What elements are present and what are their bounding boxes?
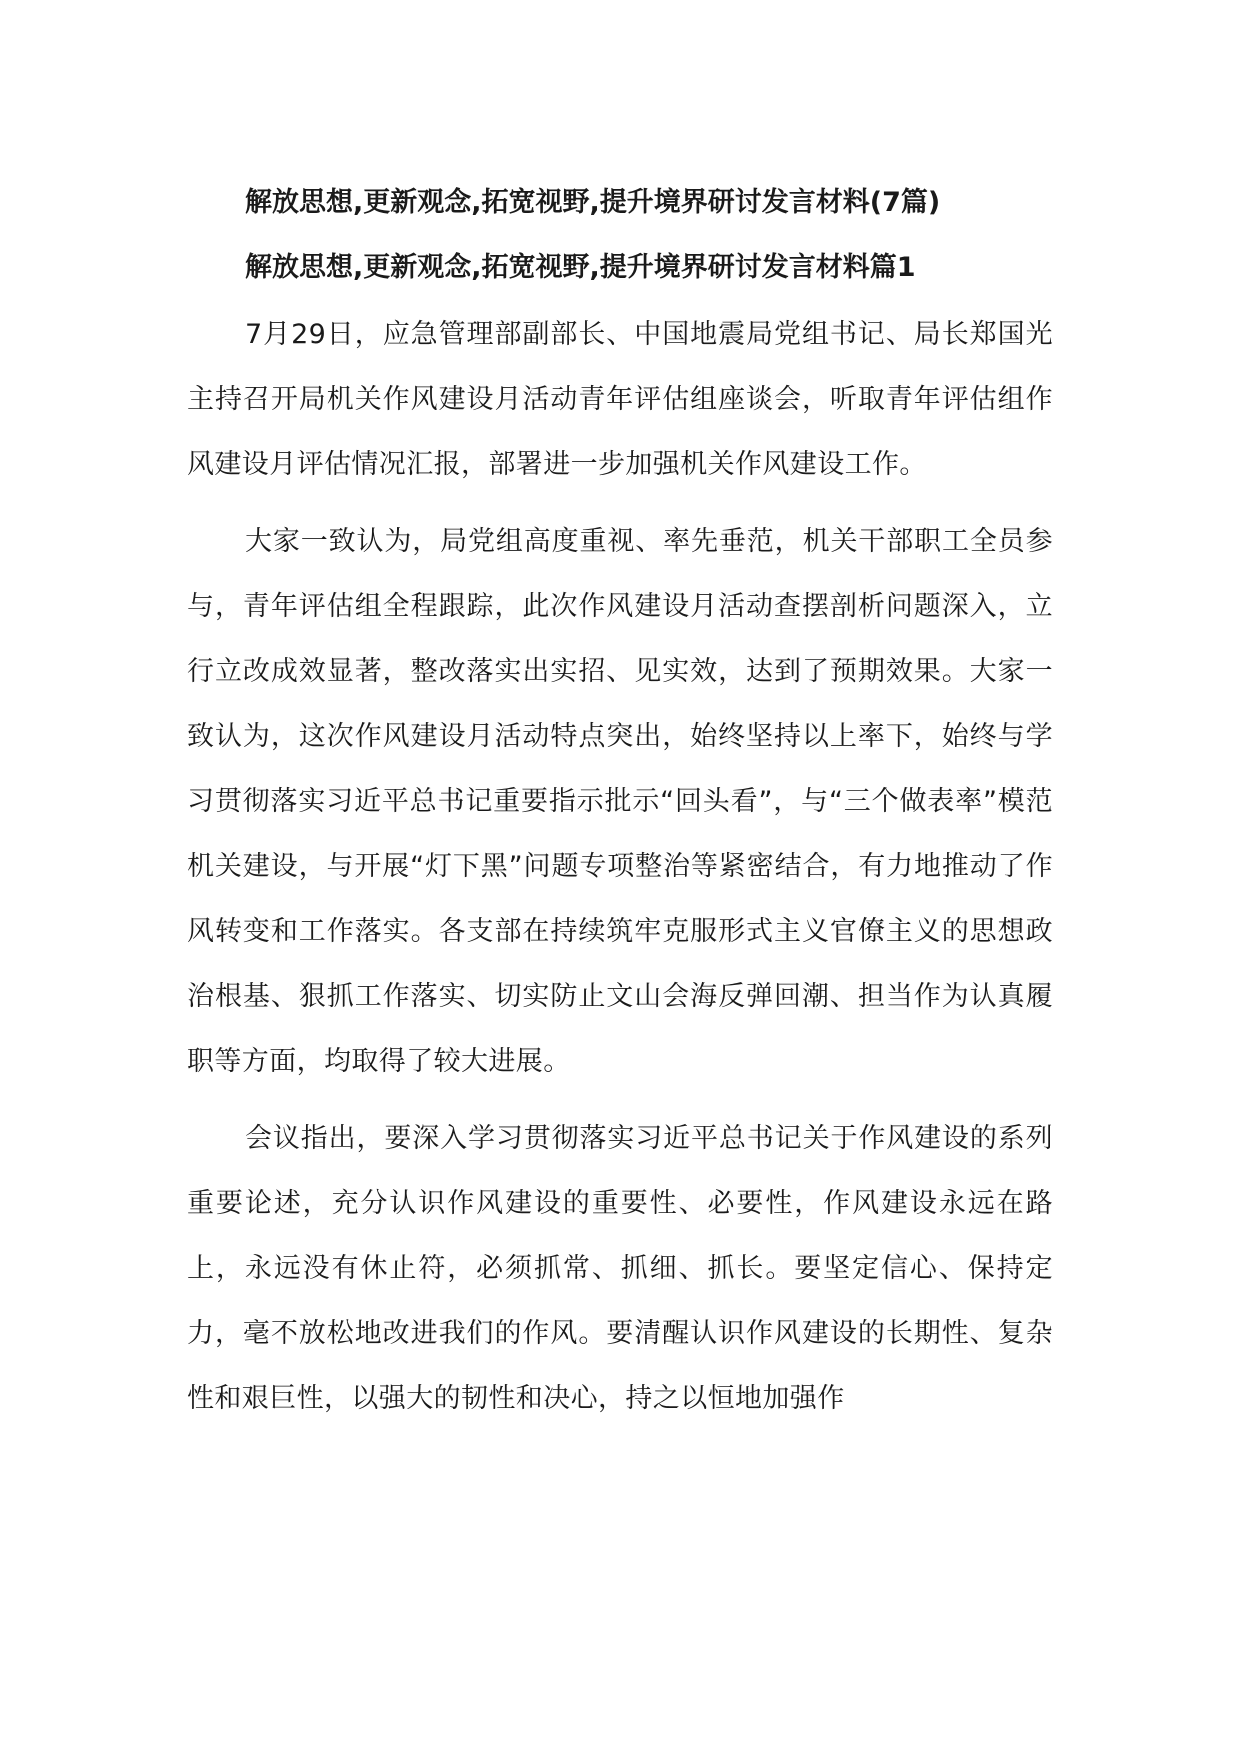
paragraph-2: 大家一致认为，局党组高度重视、率先垂范，机关干部职工全员参与，青年评估组全程跟踪，此次作风建设月活动查摆剖析问题深入，立行立改成效显著，整改落实出实招、见实效，达到了预期效果。大家一致认为，这次作风建设月活动特点突出，始终坚持以上率下，始终与学习贯彻落实习近平总书记重要指示批示“回头看”，与“三个做表率”模范机关建设，与开展“灯下黑”问题专项整治等紧密结合，有力地推动了作风转变和工作落实。各支部在持续筑牢克服形式主义官僚主义的思想政治根基、狠抓工作落实、切实防止文山会海反弹回潮、担当作为认真履职等方面，均取得了较大进展。 xyxy=(187,526,1053,1077)
paragraph-3: 会议指出，要深入学习贯彻落实习近平总书记关于作风建设的系列重要论述，充分认识作风建设的重要性、必要性，作风建设永远在路上，永远没有休止符，必须抓常、抓细、抓长。要坚定信心、保持定力，毫不放松地改进我们的作风。要清醒认识作风建设的长期性、复杂性和艰巨性，以强大的韧性和决心，持之以恒地加强作 xyxy=(187,1123,1053,1414)
document-body xyxy=(187,170,1053,1443)
document-title: 解放思想,更新观念,拓宽视野,提升境界研讨发言材料(7篇) xyxy=(245,187,941,218)
section-heading: 解放思想,更新观念,拓宽视野,提升境界研讨发言材料篇1 xyxy=(245,252,916,283)
paragraph-1: 7月29日，应急管理部副部长、中国地震局党组书记、局长郑国光主持召开局机关作风建设月活动青年评估组座谈会，听取青年评估组作风建设月评估情况汇报，部署进一步加强机关作风建设工作。 xyxy=(187,319,1053,480)
